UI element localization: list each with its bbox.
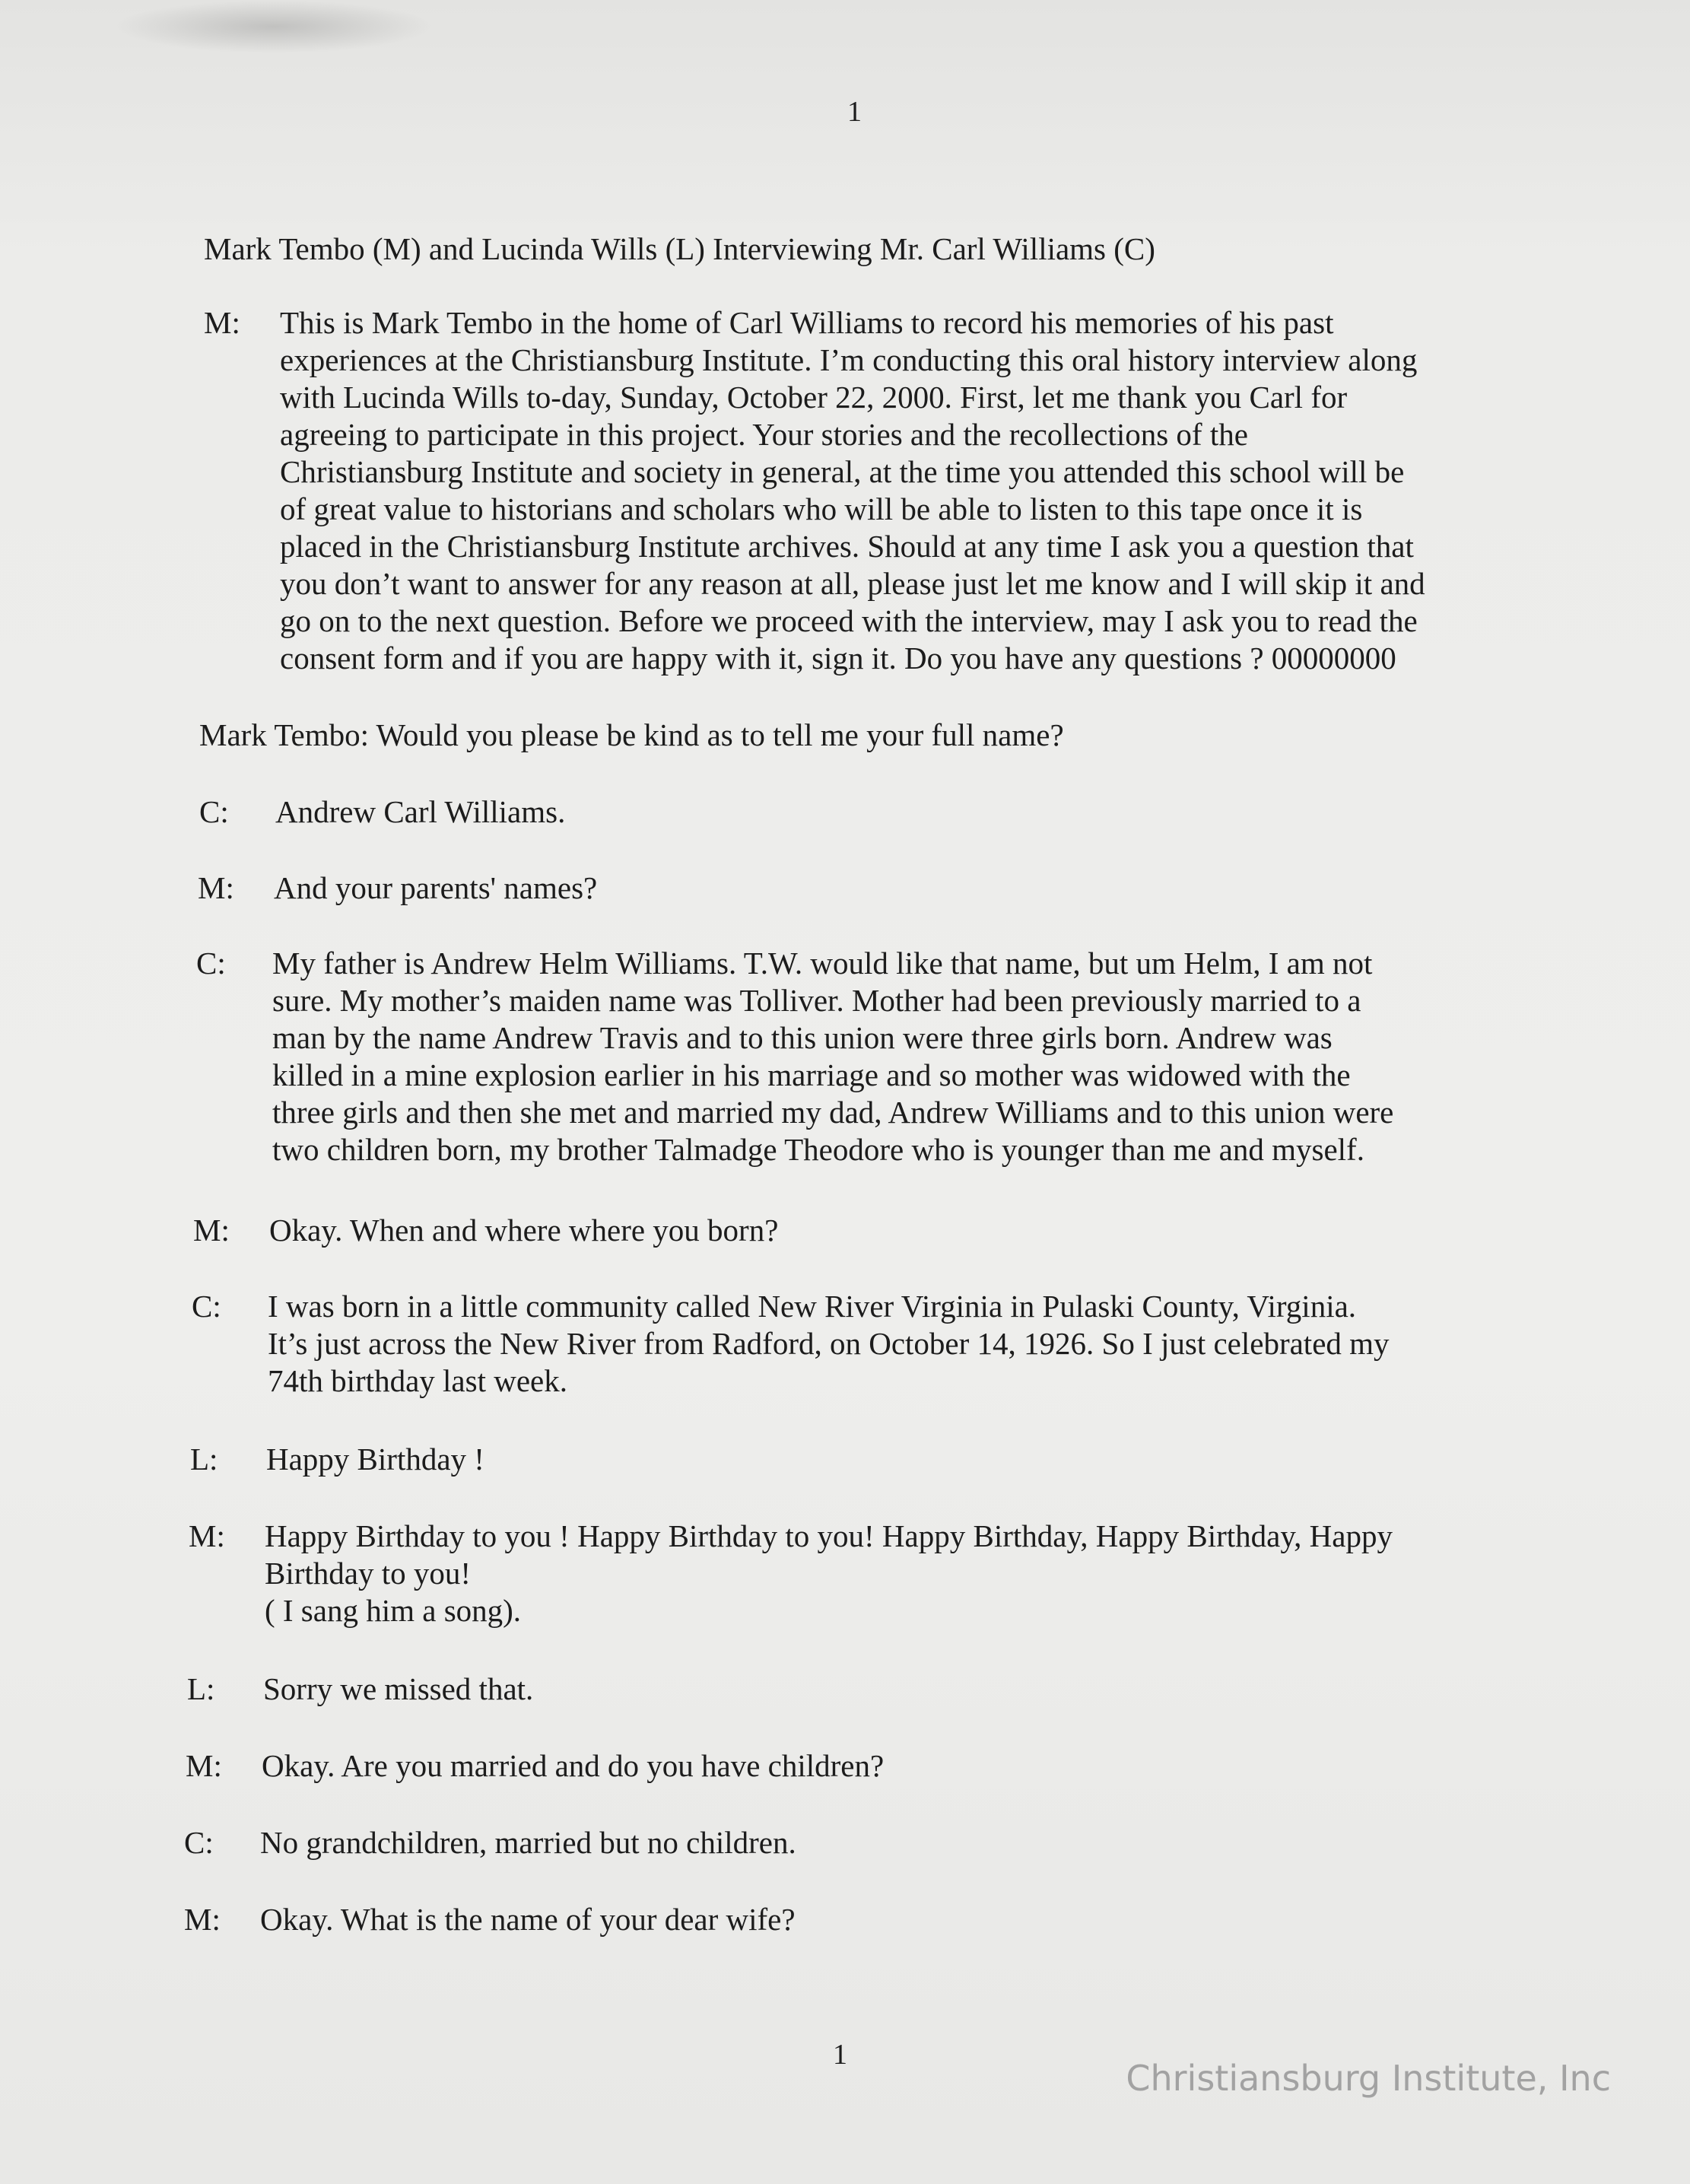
watermark: Christiansburg Institute, Inc (1126, 2058, 1611, 2099)
speaker-label: M: (186, 1748, 222, 1783)
speaker-label: L: (190, 1442, 218, 1477)
speaker-label: M: (184, 1902, 221, 1937)
speaker-label: C: (184, 1825, 214, 1860)
utterance-text: Sorry we missed that. (263, 1671, 534, 1706)
utterance-text: And your parents' names? (274, 870, 598, 905)
utterance-text: Happy Birthday to you ! Happy Birthday to you! Happy Birthday, Happy Birthday, Happy Birthday to you! ( I sang him a song). (265, 1518, 1393, 1628)
utterance-text: No grandchildren, married but no children. (260, 1825, 796, 1860)
scan-smudge (114, 0, 434, 53)
speaker-label: M: (193, 1213, 230, 1248)
speaker-label: M: (189, 1518, 225, 1553)
page-number-bottom: 1 (833, 2039, 847, 2071)
transcript-heading: Mark Tembo (M) and Lucinda Wills (L) Interviewing Mr. Carl Williams (C) (204, 231, 1155, 266)
speaker-label: M: (198, 870, 234, 905)
speaker-label: M: (204, 305, 240, 340)
utterance-text: Okay. Are you married and do you have children? (262, 1748, 885, 1783)
utterance-text: Andrew Carl Williams. (275, 794, 566, 829)
utterance-text: Okay. What is the name of your dear wife? (260, 1902, 796, 1937)
speaker-label: C: (196, 946, 226, 981)
utterance-text: This is Mark Tembo in the home of Carl Williams to record his memories of his past experiences at the Christiansburg Institute. I’m conducting this oral history interview along with Lucinda Wills to-day, Sunday, October 22, 2000. First, let me thank you Carl for agreeing to participate in this project. Your stories and the recollections of the Christiansburg Institute and society in general, at the time you attended this school will be of great value to historians and scholars who will be able to listen to this tape once it is placed in the Christiansburg Institute archives. Should at any time I ask you a question that you don’t want to answer for any reason at all, please just let me know and I will skip it and go on to the next question. Before we proceed with the interview, may I ask you to read the consent form and if you are happy with it, sign it. Do you have any questions ? 00000000 (280, 305, 1425, 676)
speaker-label: C: (192, 1289, 221, 1324)
utterance-text: Happy Birthday ! (266, 1442, 484, 1477)
utterance-text: Okay. When and where where you born? (269, 1213, 779, 1248)
utterance-text: I was born in a little community called New River Virginia in Pulaski County, Virginia. It’s just across the New River from Radford, on October 14, 1926. So I just celebrated my 74th birthday last week. (268, 1289, 1390, 1398)
question-line: Mark Tembo: Would you please be kind as to tell me your full name? (199, 717, 1064, 752)
utterance-text: My father is Andrew Helm Williams. T.W. would like that name, but um Helm, I am not sure. My mother’s maiden name was Tolliver. Mother had been previously married to a man by the name Andrew Travis and to this union were three girls born. Andrew was killed in a mine explosion earlier in his marriage and so mother was widowed with the three girls and then she met and married my dad, Andrew Williams and to this union were two children born, my brother Talmadge Theodore who is younger than me and myself. (272, 946, 1394, 1167)
page-number-top: 1 (847, 96, 862, 128)
speaker-label: L: (187, 1671, 215, 1706)
speaker-label: C: (199, 794, 229, 829)
